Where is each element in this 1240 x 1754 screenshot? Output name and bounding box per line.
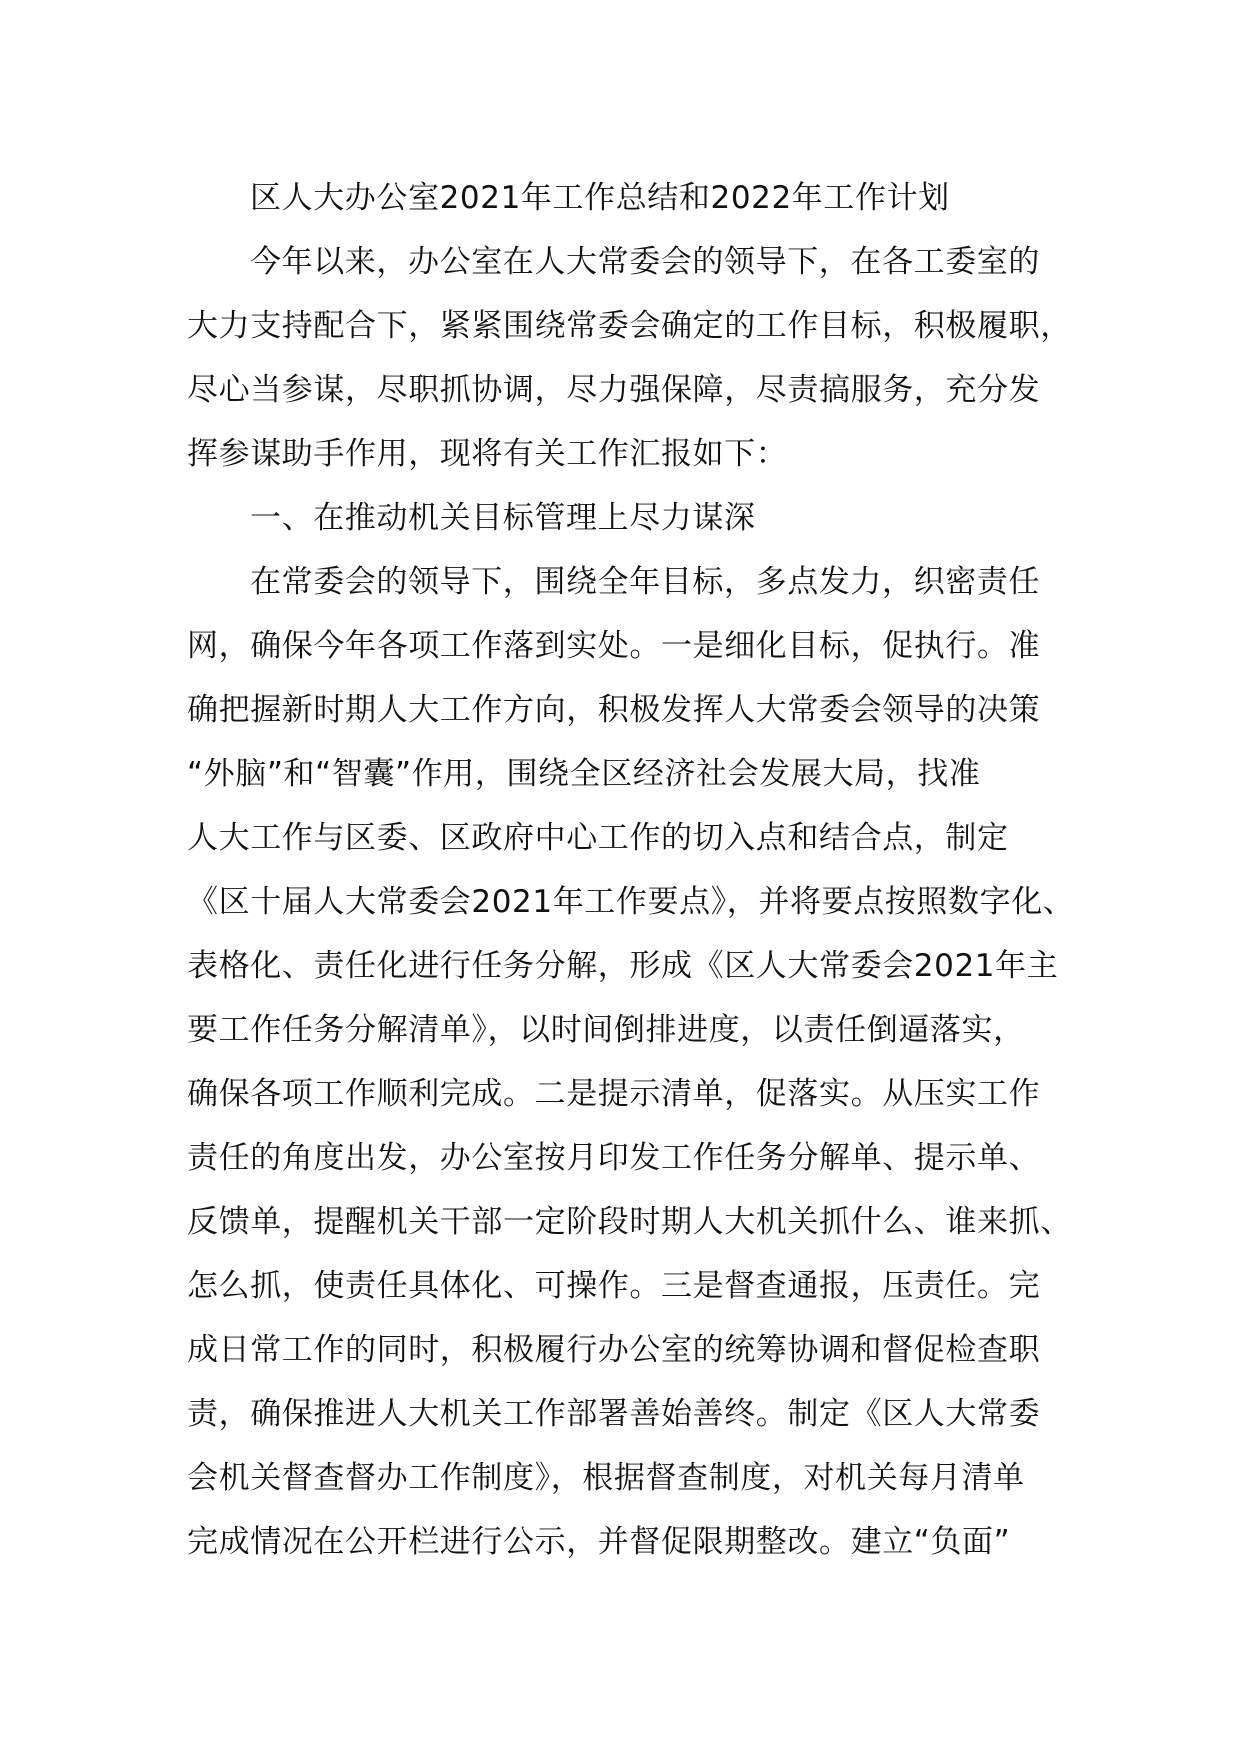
paragraph-line: 《区十届人大常委会2021年工作要点》，并将要点按照数字化、 <box>187 884 1075 920</box>
paragraph-line: 挥参谋助手作用，现将有关工作汇报如下： <box>187 436 788 472</box>
paragraph-line: 成日常工作的同时，积极履行办公室的统筹协调和督促检查职 <box>187 1332 1041 1368</box>
paragraph-line: 责任的角度出发，办公室按月印发工作任务分解单、提示单、 <box>187 1140 1041 1176</box>
section-heading: 一、在推动机关目标管理上尽力谋深 <box>250 500 756 536</box>
paragraph-line: 今年以来，办公室在人大常委会的领导下，在各工委室的 <box>250 244 1040 280</box>
paragraph-line: 确把握新时期人大工作方向，积极发挥人大常委会领导的决策 <box>187 692 1041 728</box>
paragraph-line: 怎么抓，使责任具体化、可操作。三是督查通报，压责任。完 <box>187 1268 1041 1304</box>
paragraph-line: 大力支持配合下，紧紧围绕常委会确定的工作目标，积极履职， <box>187 308 1072 344</box>
document-title: 区人大办公室2021年工作总结和2022年工作计划 <box>250 180 950 216</box>
paragraph-line: “外脑”和“智囊”作用，围绕全区经济社会发展大局，找准 <box>187 756 981 792</box>
paragraph-line: 尽心当参谋，尽职抓协调，尽力强保障，尽责搞服务，充分发 <box>187 372 1041 408</box>
paragraph-line: 确保各项工作顺利完成。二是提示清单，促落实。从压实工作 <box>187 1076 1041 1112</box>
paragraph-line: 责，确保推进人大机关工作部署善始善终。制定《区人大常委 <box>187 1396 1041 1432</box>
paragraph-line: 反馈单，提醒机关干部一定阶段时期人大机关抓什么、谁来抓、 <box>187 1204 1072 1240</box>
paragraph-line: 要工作任务分解清单》，以时间倒排进度，以责任倒逼落实， <box>187 1012 1025 1048</box>
paragraph-line: 表格化、责任化进行任务分解，形成《区人大常委会2021年主 <box>187 948 1059 984</box>
paragraph-line: 人大工作与区委、区政府中心工作的切入点和结合点，制定 <box>187 820 1009 856</box>
paragraph-line: 会机关督查督办工作制度》，根据督查制度，对机关每月清单 <box>187 1460 1025 1496</box>
paragraph-line: 网，确保今年各项工作落到实处。一是细化目标，促执行。准 <box>187 628 1041 664</box>
paragraph-line: 完成情况在公开栏进行公示，并督促限期整改。建立“负面” <box>187 1524 1011 1560</box>
paragraph-line: 在常委会的领导下，围绕全年目标，多点发力，织密责任 <box>250 564 1040 600</box>
